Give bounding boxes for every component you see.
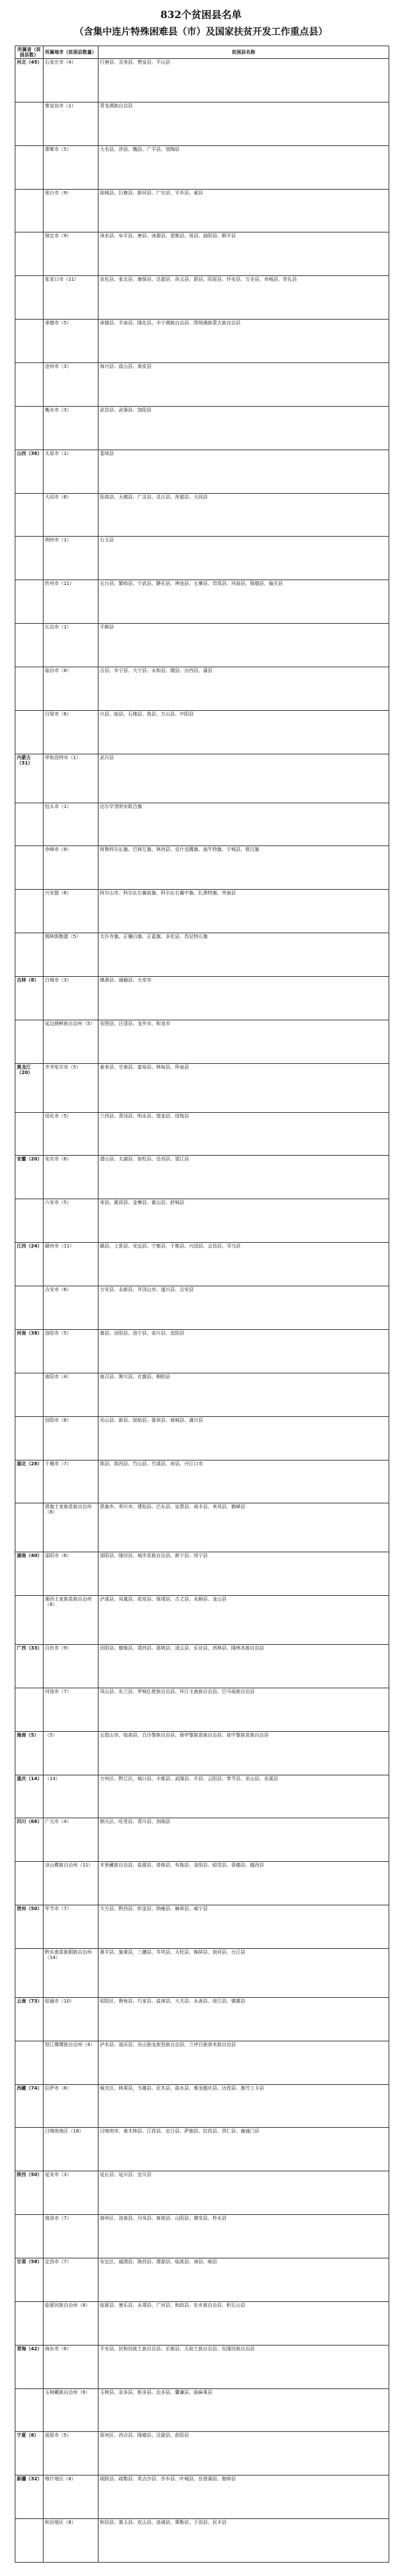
province-cell [15, 232, 44, 276]
county-list-cell: 武川县 [98, 754, 389, 803]
prefecture-cell: 海东市（6） [44, 2345, 98, 2388]
prefecture-cell: 固原市（5） [44, 2432, 98, 2476]
county-list-cell: 娄烦县 [98, 450, 389, 493]
column-header-province: 所属省（贫困县数） [15, 46, 44, 59]
table-row [15, 1329, 389, 1373]
prefecture-cell: 包头市（1） [44, 803, 98, 846]
prefecture-cell: 锡林郭勒盟（5） [44, 933, 98, 977]
county-list-cell: 平顺县 [98, 624, 389, 667]
table-row [15, 580, 389, 624]
table-row [15, 933, 389, 977]
province-cell: 贵州（50） [15, 1905, 44, 1949]
table-row [15, 2128, 389, 2171]
prefecture-cell: 十堰市（7） [44, 1460, 98, 1503]
province-cell [15, 2388, 44, 2432]
county-list-cell: 安图县、汪清县、龙井市、和龙市 [98, 1020, 389, 1063]
county-list-cell: 邵阳县、隆回县、城步苗族自治县、新宁县、绥宁县 [98, 1552, 389, 1596]
province-cell [15, 1286, 44, 1330]
table-row [15, 2215, 389, 2258]
county-list-cell: 日喀则市、南木林县、江孜县、定日县、萨迦县、拉孜县、昂仁县、谢通门县 [98, 2128, 389, 2171]
table-row [15, 1688, 389, 1731]
prefecture-cell: 百色市（9） [44, 1644, 98, 1688]
prefecture-cell: 邵阳市（6） [44, 1552, 98, 1596]
table-row [15, 1112, 389, 1156]
table-row [15, 2171, 389, 2215]
county-list-cell: 阿鲁科尔沁旗、巴林左旗、林西县、克什克腾旗、翁牛特旗、宁城县、敖汉旗 [98, 846, 389, 890]
county-list-cell: 疏附县、疏勒县、英吉沙县、莎车县、叶城县、岳普湖县、伽师县 [98, 2476, 389, 2519]
county-list-cell: 昭阳区、鲁甸县、巧家县、盐津县、大关县、永善县、绥江县、镇雄县 [98, 1997, 389, 2041]
province-cell [15, 2215, 44, 2258]
county-list-cell: 潜山县、太湖县、宿松县、岳西县、望江县 [98, 1156, 389, 1199]
province-cell [15, 1373, 44, 1416]
table-row [15, 363, 389, 407]
county-list-cell: 五台县、繁峙县、宁武县、静乐县、神池县、五寨县、岢岚县、河曲县、保德县、偏关县 [98, 580, 389, 624]
province-cell [15, 2519, 44, 2563]
prefecture-cell: 河池市（7） [44, 1688, 98, 1731]
province-cell [15, 102, 44, 145]
prefecture-cell: 洛阳市（5） [44, 1329, 98, 1373]
county-list-cell: 田阳县、德保县、靖西县、那坡县、凌云县、乐业县、西林县、隆林各族自治县 [98, 1644, 389, 1688]
table-row [15, 1020, 389, 1063]
county-list-cell: 泸溪县、凤凰县、花垣县、保靖县、古丈县、永顺县、龙山县 [98, 1596, 389, 1645]
table-row [15, 1373, 389, 1416]
province-cell [15, 1199, 44, 1243]
prefecture-cell: 临汾市（8） [44, 667, 98, 711]
county-list-cell: 玉树县、杂多县、称多县、治多县、囊谦县、曲麻莱县 [98, 2388, 389, 2432]
province-cell [15, 890, 44, 933]
table-row [15, 1286, 389, 1330]
province-cell: 湖北（28） [15, 1460, 44, 1503]
province-cell: 四川（66） [15, 1818, 44, 1862]
county-list-cell: 郧县、郧西县、竹山县、竹溪县、房县、丹江口市 [98, 1460, 389, 1503]
province-cell [15, 363, 44, 407]
table-row [15, 189, 389, 232]
prefecture-cell: 毕节市（7） [44, 1905, 98, 1949]
prefecture-cell: 南阳市（4） [44, 1373, 98, 1416]
county-list-cell: 达尔罕茂明安联合旗 [98, 803, 389, 846]
county-list-cell: 行唐县、灵寿县、赞皇县、平山县 [98, 59, 389, 103]
county-list-cell: 阳高县、天镇县、广灵县、灵丘县、浑源县、大同县 [98, 493, 389, 537]
province-cell [15, 580, 44, 624]
prefecture-cell: 广元市（4） [44, 1818, 98, 1862]
prefecture-cell: 张家口市（11） [44, 276, 98, 320]
table-row [15, 1997, 389, 2041]
table-row [15, 1596, 389, 1645]
province-cell: 河南（38） [15, 1329, 44, 1373]
table-row [15, 846, 389, 890]
province-cell [15, 803, 44, 846]
county-list-cell: 海兴县、盐山县、南皮县 [98, 363, 389, 407]
table-row [15, 59, 389, 103]
table-row [15, 1199, 389, 1243]
prefecture-cell: 长治市（1） [44, 624, 98, 667]
prefecture-cell: 日喀则地区（18） [44, 2128, 98, 2171]
table-row [15, 1948, 389, 1997]
province-cell [15, 1688, 44, 1731]
county-list-cell: 寿县、霍邱县、金寨县、霍山县、舒城县 [98, 1199, 389, 1243]
province-cell [15, 493, 44, 537]
prefecture-cell: 沧州市（3） [44, 363, 98, 407]
table-row [15, 1243, 389, 1286]
table-row [15, 493, 389, 537]
prefecture-cell: 石家庄市（4） [44, 59, 98, 103]
table-row [15, 145, 389, 189]
province-cell: 内蒙古（31） [15, 754, 44, 803]
table-row [15, 2476, 389, 2519]
table-row [15, 667, 389, 711]
county-list-cell: 临城县、巨鹿县、新河县、广宗县、平乡县、威县 [98, 189, 389, 232]
province-cell [15, 276, 44, 320]
table-row [15, 276, 389, 320]
header [0, 0, 402, 42]
province-cell [15, 846, 44, 890]
province-cell [15, 2128, 44, 2171]
table-row [15, 450, 389, 493]
prefecture-cell: （14） [44, 1775, 98, 1818]
province-cell: 海南（5） [15, 1731, 44, 1775]
province-cell: 云南（73） [15, 1997, 44, 2041]
province-cell: 甘肃（58） [15, 2258, 44, 2301]
table-row [15, 1063, 389, 1112]
prefecture-cell: 六安市（5） [44, 1199, 98, 1243]
county-list-cell: 凤山县、东兰县、罗城仫佬族自治县、环江毛南族自治县、巴马瑶族自治县 [98, 1688, 389, 1731]
prefecture-cell: 湘西土家族苗族自治州（8） [44, 1596, 98, 1645]
table-row [15, 2301, 389, 2345]
county-list-cell: 镇赉县、通榆县、大安市 [98, 977, 389, 1020]
county-list-cell: 五指山市、临高县、白沙黎族自治县、保亭黎族苗族自治县、琼中黎族苗族自治县 [98, 1731, 389, 1775]
table-header-row [15, 46, 389, 59]
province-cell [15, 189, 44, 232]
county-list-cell: 泸水县、福贡县、贡山独龙族怒族自治县、兰坪白族普米族自治县 [98, 2041, 389, 2084]
county-list-cell: 兰西县、青冈县、明水县、望奎县、绥棱县 [98, 1112, 389, 1156]
table-row [15, 1818, 389, 1862]
prefecture-cell: 承德市（5） [44, 320, 98, 363]
county-list-cell: 城关区、林周县、当雄县、尼木县、曲水县、堆龙德庆县、达孜县、墨竹工卡县 [98, 2084, 389, 2128]
table-row [15, 320, 389, 363]
county-list-cell: 木里藏族自治县、盐源县、普格县、布拖县、金阳县、昭觉县、喜德县、越西县 [98, 1862, 389, 1905]
province-cell [15, 667, 44, 711]
table-row [15, 2258, 389, 2301]
county-list-cell: 恩施市、利川市、建始县、巴东县、宣恩县、咸丰县、来凤县、鹤峰县 [98, 1503, 389, 1552]
table-row [15, 1775, 389, 1818]
province-cell: 湖南（40） [15, 1552, 44, 1596]
table-row [15, 537, 389, 580]
province-cell [15, 1020, 44, 1063]
prefecture-cell: 昭通市（10） [44, 1997, 98, 2041]
county-list-cell: 吉县、乡宁县、大宁县、永和县、隰县、汾西县、蒲县 [98, 667, 389, 711]
county-list-cell: 大方县、黔西县、织金县、纳雍县、赫章县、威宁县 [98, 1905, 389, 1949]
prefecture-cell: 临夏回族自治州（8） [44, 2301, 98, 2345]
county-list-cell: 赣县、上犹县、安远县、宁都县、于都县、兴国县、会昌县、寻乌县 [98, 1243, 389, 1286]
table-row [15, 624, 389, 667]
prefecture-cell: 商洛市（7） [44, 2215, 98, 2258]
table-row [15, 2084, 389, 2128]
county-list-cell: 万州区、黔江区、城口县、丰都县、武隆县、开县、云阳县、奉节县、巫山县、巫溪县 [98, 1775, 389, 1818]
prefecture-cell: 拉萨市（8） [44, 2084, 98, 2128]
table-row [15, 2388, 389, 2432]
column-header-prefecture: 所属地市（贫困县数量） [44, 46, 98, 59]
table-row [15, 1644, 389, 1688]
table-row [15, 2041, 389, 2084]
county-list-cell: 平安县、民和回族土族自治县、乐都县、互助土族自治县、化隆回族自治县 [98, 2345, 389, 2388]
province-cell [15, 710, 44, 754]
prefecture-cell: 朔州市（1） [44, 537, 98, 580]
province-cell: 江西（24） [15, 1243, 44, 1286]
county-list-cell: 和田县、墨玉县、皮山县、洛浦县、策勒县、于田县、民丰县 [98, 2519, 389, 2563]
province-cell [15, 1862, 44, 1905]
county-list-cell: 青龙满族自治县 [98, 102, 389, 145]
county-list-cell: 朝天区、旺苍县、青川县、剑阁县 [98, 1818, 389, 1862]
province-cell [15, 624, 44, 667]
county-list-cell: 安定区、通渭县、陇西县、渭源县、临洮县、漳县、岷县 [98, 2258, 389, 2301]
province-cell [15, 537, 44, 580]
prefecture-cell: 衡水市（3） [44, 406, 98, 450]
county-list-cell: 嵩县、汝阳县、洛宁县、栾川县、宜阳县 [98, 1329, 389, 1373]
prefecture-cell: 太原市（1） [44, 450, 98, 493]
county-list-cell: 南召县、淅川县、社旗县、桐柏县 [98, 1373, 389, 1416]
table-row [15, 2432, 389, 2476]
poverty-county-table [15, 46, 389, 2563]
province-cell: 青海（42） [15, 2345, 44, 2388]
county-list-cell: 承德县、平泉县、隆化县、丰宁满族自治县、围场满族蒙古族自治县 [98, 320, 389, 363]
province-cell: 重庆（14） [15, 1775, 44, 1818]
county-list-cell: 万安县、永新县、井冈山市、遂川县、吉安县 [98, 1286, 389, 1330]
table-row [15, 890, 389, 933]
table-row [15, 406, 389, 450]
prefecture-cell: 兴安盟（6） [44, 890, 98, 933]
prefecture-cell: 延安市（3） [44, 2171, 98, 2215]
prefecture-cell: 邢台市（9） [44, 189, 98, 232]
prefecture-cell: 和田地区（8） [44, 2519, 98, 2563]
table-row [15, 1862, 389, 1905]
prefecture-cell: 邯郸市（5） [44, 145, 98, 189]
province-cell: 黑龙江（20） [15, 1063, 44, 1112]
table-row [15, 754, 389, 803]
table-row [15, 1905, 389, 1949]
prefecture-cell: 吉安市（6） [44, 1286, 98, 1330]
province-cell [15, 1948, 44, 1997]
province-cell: 新疆（32） [15, 2476, 44, 2519]
province-cell [15, 2041, 44, 2084]
prefecture-cell: 白城市（3） [44, 977, 98, 1020]
prefecture-cell: 凉山彝族自治州（11） [44, 1862, 98, 1905]
province-cell [15, 2301, 44, 2345]
table-row [15, 1503, 389, 1552]
prefecture-cell: （5） [44, 1731, 98, 1775]
table-row [15, 1552, 389, 1596]
county-list-cell: 武邑县、武强县、饶阳县 [98, 406, 389, 450]
table-row [15, 232, 389, 276]
prefecture-cell: 大同市（6） [44, 493, 98, 537]
province-cell: 河北（45） [15, 59, 44, 103]
province-cell [15, 1416, 44, 1460]
province-cell [15, 406, 44, 450]
table-row [15, 1416, 389, 1460]
province-cell: 吉林（8） [15, 977, 44, 1020]
county-list-cell: 大名县、涉县、魏县、广平县、馆陶县 [98, 145, 389, 189]
table-row [15, 1460, 389, 1503]
county-list-cell: 兴县、临县、石楼县、岚县、方山县、中阳县 [98, 710, 389, 754]
page-title: 832个贫困县名单 [160, 9, 242, 21]
table-row [15, 803, 389, 846]
province-cell [15, 145, 44, 189]
prefecture-cell: 呼和浩特市（1） [44, 754, 98, 803]
prefecture-cell: 赤峰市（8） [44, 846, 98, 890]
table-row [15, 710, 389, 754]
province-cell [15, 1503, 44, 1552]
prefecture-cell: 黔东南苗族侗族自治州（14） [44, 1948, 98, 1997]
prefecture-cell: 吕梁市（6） [44, 710, 98, 754]
province-cell [15, 933, 44, 977]
county-list-cell: 宣化县、张北县、康保县、沽源县、尚义县、蔚县、阳原县、怀安县、万全县、赤城县、崇礼县 [98, 276, 389, 320]
province-cell: 安徽（20） [15, 1156, 44, 1199]
table-row [15, 1731, 389, 1775]
prefecture-cell: 信阳市（6） [44, 1416, 98, 1460]
province-cell: 广西（33） [15, 1644, 44, 1688]
province-cell [15, 320, 44, 363]
prefecture-cell: 赣州市（11） [44, 1243, 98, 1286]
county-list-cell: 光山县、新县、固始县、淮滨县、商城县、潢川县 [98, 1416, 389, 1460]
prefecture-cell: 忻州市（11） [44, 580, 98, 624]
county-list-cell: 原州区、西吉县、隆德县、泾源县、彭阳县 [98, 2432, 389, 2476]
prefecture-cell: 安庆市（6） [44, 1156, 98, 1199]
table-row [15, 2345, 389, 2388]
prefecture-cell: 怒江傈僳族自治州（4） [44, 2041, 98, 2084]
province-cell [15, 1596, 44, 1645]
province-cell: 山西（36） [15, 450, 44, 493]
table-body [15, 59, 389, 2563]
county-list-cell: 延长县、延川县、宜川县 [98, 2171, 389, 2215]
county-list-cell: 涞水县、阜平县、唐县、涞源县、望都县、易县、曲阳县、顺平县 [98, 232, 389, 276]
county-list-cell: 阿尔山市、科尔沁右翼前旗、科尔沁右翼中旗、扎赉特旗、突泉县 [98, 890, 389, 933]
prefecture-cell: 喀什地区（8） [44, 2476, 98, 2519]
province-cell: 陕西（50） [15, 2171, 44, 2215]
page-subtitle: （含集中连片特殊困难县（市）及国家扶贫开发工作重点县） [74, 27, 328, 38]
province-cell: 宁夏（8） [15, 2432, 44, 2476]
prefecture-cell: 齐齐哈尔市（5） [44, 1063, 98, 1112]
prefecture-cell: 延边朝鲜族自治州（5） [44, 1020, 98, 1063]
province-cell: 西藏（74） [15, 2084, 44, 2128]
county-list-cell: 太仆寺旗、正镶白旗、正蓝旗、多伦县、苏尼特右旗 [98, 933, 389, 977]
province-cell [15, 1112, 44, 1156]
prefecture-cell: 恩施土家族苗族自治州（8） [44, 1503, 98, 1552]
county-list-cell: 右玉县 [98, 537, 389, 580]
prefecture-cell: 秦皇岛市（1） [44, 102, 98, 145]
table-row [15, 977, 389, 1020]
table-row [15, 102, 389, 145]
county-list-cell: 商州区、洛南县、丹凤县、商南县、山阳县、镇安县、柞水县 [98, 2215, 389, 2258]
prefecture-cell: 玉树藏族自治州（6） [44, 2388, 98, 2432]
county-list-cell: 临夏县、康乐县、永靖县、广河县、和政县、东乡族自治县、积石山县 [98, 2301, 389, 2345]
column-header-counties: 贫困县名称 [98, 46, 389, 59]
table-row [15, 2519, 389, 2563]
prefecture-cell: 绥化市（5） [44, 1112, 98, 1156]
prefecture-cell: 定西市（7） [44, 2258, 98, 2301]
table-row [15, 1156, 389, 1199]
county-list-cell: 泰来县、甘南县、富裕县、林甸县、拜泉县 [98, 1063, 389, 1112]
prefecture-cell: 保定市（9） [44, 232, 98, 276]
county-list-cell: 黄平县、施秉县、三穗县、岑巩县、天柱县、锦屏县、剑河县、台江县 [98, 1948, 389, 1997]
